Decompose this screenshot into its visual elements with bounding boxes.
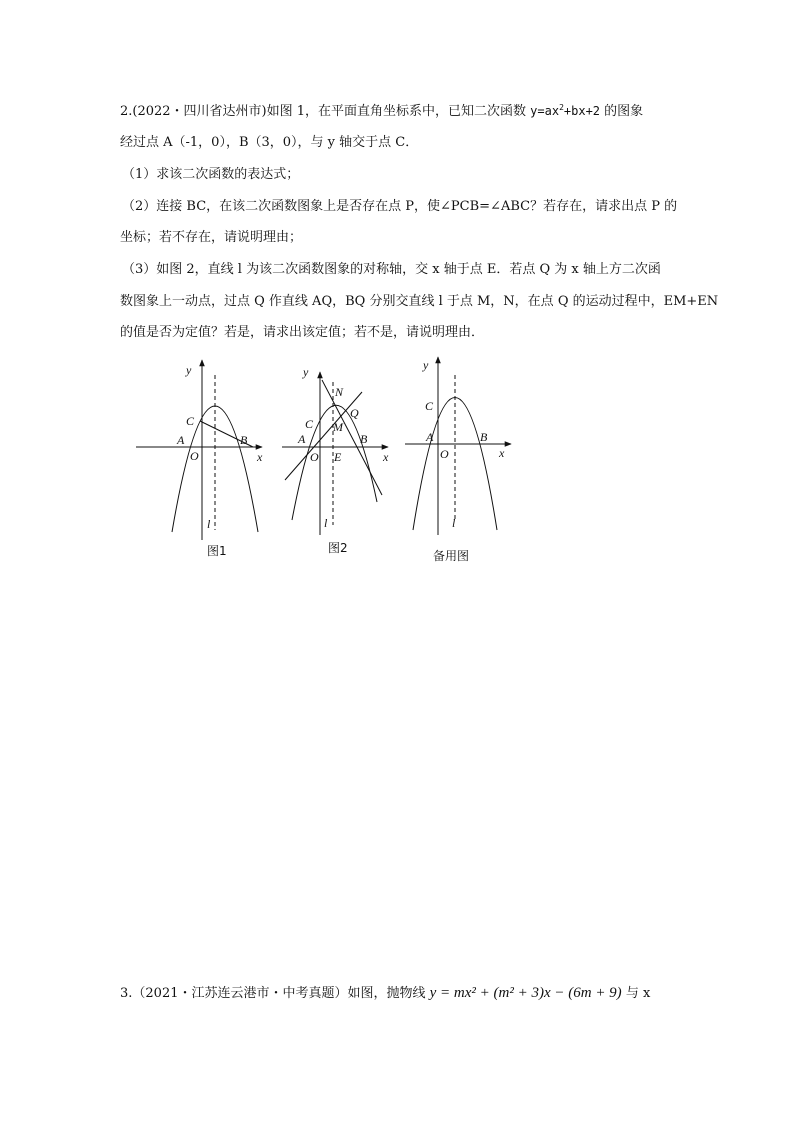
problem-3-line-1 — [120, 983, 650, 1004]
question-3-line-2: 数图象上一动点，过点 Q 作直线 AQ，BQ 分别交直线 l 于点 M，N，在点 Q 的运动过程中，EM+EN — [120, 294, 719, 309]
fig2-label-a: A — [298, 432, 306, 446]
fig1-label-c: C — [186, 414, 195, 428]
figure-3 — [405, 357, 511, 535]
fig3-caption: 备用图 — [433, 549, 470, 563]
fig1-segment-cb — [200, 421, 253, 447]
question-3-line-3: 的值是否为定值？若是，请求出该定值；若不是，请说明理由． — [120, 325, 485, 340]
expr-part-2: +bx+2 — [563, 104, 601, 118]
expr-part-1: y=ax — [530, 104, 560, 118]
fig3-parabola — [413, 398, 497, 531]
question-1: （1）求该二次函数的表达式； — [122, 167, 300, 182]
fig2-label-l: l — [324, 516, 328, 530]
fig2-label-y: y — [303, 365, 309, 379]
problem-2-line-2: 经过点 A（-1，0），B（3，0），与 y 轴交于点 C． — [120, 135, 419, 150]
fig3-label-a: A — [426, 430, 434, 444]
fig2-label-m: M — [333, 420, 343, 434]
fig2-label-e: E — [334, 450, 342, 464]
problem-2-intro-end: 的图象 — [600, 104, 644, 119]
fig1-parabola — [172, 406, 258, 532]
fig3-label-x: x — [499, 446, 505, 460]
fig2-label-n: N — [335, 385, 344, 399]
fig3-label-o: O — [440, 447, 449, 461]
problem-3-intro-end: 与 x — [621, 986, 651, 1001]
fig1-label-b: B — [240, 433, 248, 447]
fig2-label-o: O — [310, 450, 319, 464]
fig2-label-b: B — [360, 432, 368, 446]
question-3-line-1: （3）如图 2，直线 l 为该二次函数图象的对称轴，交 x 轴于点 E．若点 Q 为 x 轴上方二次函 — [122, 262, 661, 277]
expr-exponent: 2 — [559, 103, 564, 112]
fig2-label-c: C — [305, 417, 314, 431]
fig1-label-x: x — [257, 450, 263, 464]
function-expression — [530, 104, 600, 118]
fig3-label-y: y — [423, 358, 429, 372]
fig1-caption: 图1 — [207, 544, 227, 558]
fig3-label-c: C — [425, 399, 434, 413]
problem-2-line-1 — [120, 101, 643, 122]
problem-2-intro: 2.(2022・四川省达州市)如图 1，在平面直角坐标系中，已知二次函数 — [120, 104, 531, 119]
fig2-label-x: x — [383, 450, 389, 464]
fig3-label-l: l — [452, 516, 456, 530]
fig2-line-aq — [285, 392, 362, 480]
fig2-label-q: Q — [350, 406, 359, 420]
fig2-parabola — [292, 405, 377, 520]
fig2-caption: 图2 — [328, 541, 348, 555]
fig1-label-y: y — [186, 363, 192, 377]
fig3-label-b: B — [480, 430, 488, 444]
question-2-line-2: 坐标；若不存在，请说明理由； — [120, 230, 303, 245]
figure-2 — [282, 372, 388, 535]
parabola-equation: y = mx² + (m² + 3)x − (6m + 9) — [429, 985, 622, 1001]
problem-3-intro: 3.（2021・江苏连云港市・中考真题）如图，抛物线 — [120, 986, 430, 1001]
fig1-label-a: A — [177, 433, 185, 447]
figure-1 — [136, 360, 262, 540]
fig1-label-l: l — [207, 517, 211, 531]
question-2-line-1: （2）连接 BC，在该二次函数图象上是否存在点 P，使∠PCB=∠ABC？若存在，请求出点 P 的 — [122, 199, 678, 214]
fig2-line-bq — [322, 380, 382, 495]
fig1-label-o: O — [190, 449, 199, 463]
